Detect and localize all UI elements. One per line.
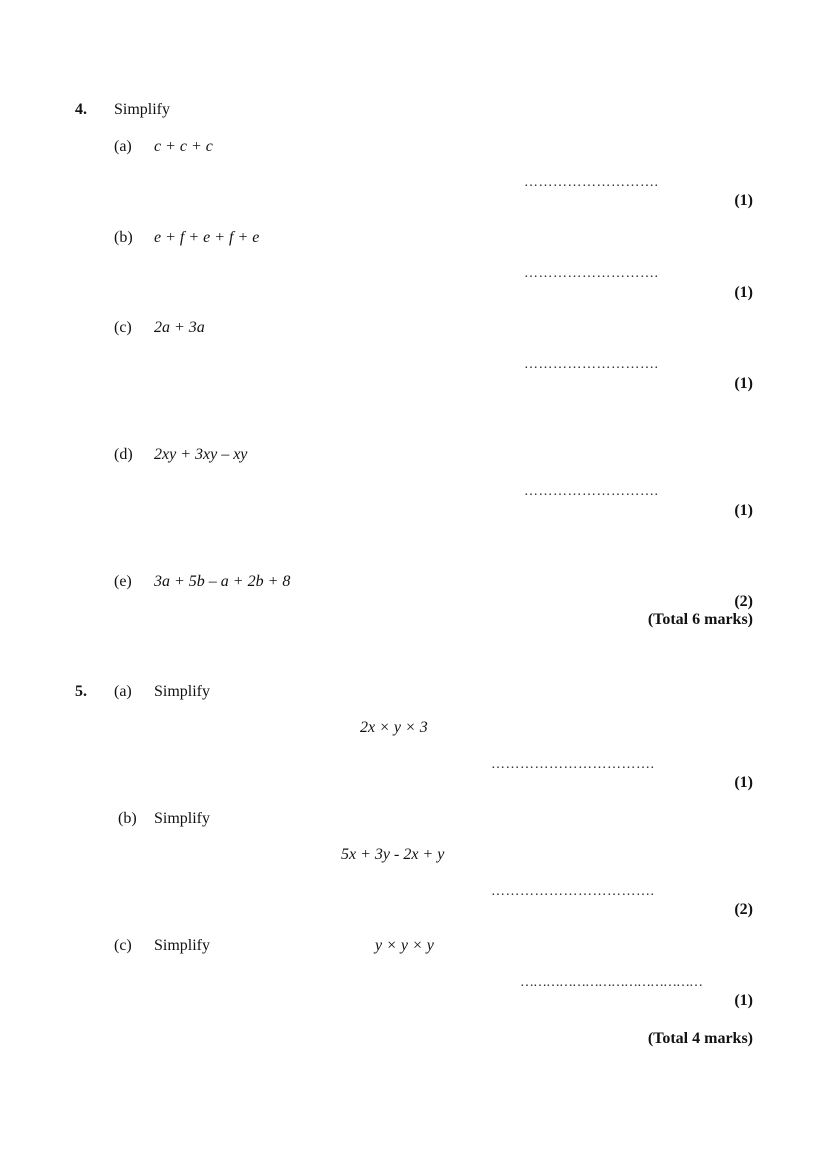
- q4b-answer-line[interactable]: ……………………….: [524, 266, 659, 281]
- q4d-answer-line[interactable]: ……………………….: [524, 484, 659, 499]
- q4a-marks: (1): [734, 192, 753, 209]
- q5-total-marks: (Total 4 marks): [647, 1030, 753, 1047]
- question-5-number: 5.: [75, 683, 87, 700]
- q4d-label: (d): [114, 446, 133, 463]
- q4c-expression: 2a + 3a: [154, 319, 205, 336]
- q4e-label: (e): [114, 573, 132, 590]
- q4a-expression: c + c + c: [154, 138, 213, 155]
- q4e-expression: 3a + 5b – a + 2b + 8: [154, 573, 291, 590]
- q4-total-marks: (Total 6 marks): [647, 611, 753, 628]
- q5b-marks: (2): [734, 901, 753, 918]
- q4b-marks: (1): [734, 284, 753, 301]
- q4c-answer-line[interactable]: ……………………….: [524, 357, 659, 372]
- q5a-expression: 2x × y × 3: [360, 719, 428, 736]
- q5b-answer-line[interactable]: …………………………….: [491, 884, 655, 899]
- q4a-answer-line[interactable]: ……………………….: [524, 175, 659, 190]
- q4a-label: (a): [114, 138, 132, 155]
- q5a-answer-line[interactable]: …………………………….: [491, 757, 655, 772]
- question-4-number: 4.: [75, 101, 87, 118]
- q4c-label: (c): [114, 319, 132, 336]
- q5b-expression: 5x + 3y - 2x + y: [341, 846, 445, 863]
- q5a-marks: (1): [734, 774, 753, 791]
- q5b-instruction: Simplify: [154, 810, 211, 827]
- q4b-expression: e + f + e + f + e: [154, 229, 260, 246]
- q4d-marks: (1): [734, 502, 753, 519]
- q5b-label: (b): [118, 810, 137, 827]
- q5a-label: (a): [114, 683, 132, 700]
- q5c-marks: (1): [734, 992, 753, 1009]
- q5c-expression: y × y × y: [375, 937, 434, 954]
- question-4-instruction: Simplify: [114, 101, 171, 118]
- q5c-instruction: Simplify: [154, 937, 211, 954]
- q4b-label: (b): [114, 229, 133, 246]
- q5c-answer-line[interactable]: ……………………………………: [520, 975, 702, 990]
- q5a-instruction: Simplify: [154, 683, 211, 700]
- q4e-marks: (2): [734, 593, 753, 610]
- q4d-expression: 2xy + 3xy – xy: [154, 446, 248, 463]
- q4c-marks: (1): [734, 375, 753, 392]
- q5c-label: (c): [114, 937, 132, 954]
